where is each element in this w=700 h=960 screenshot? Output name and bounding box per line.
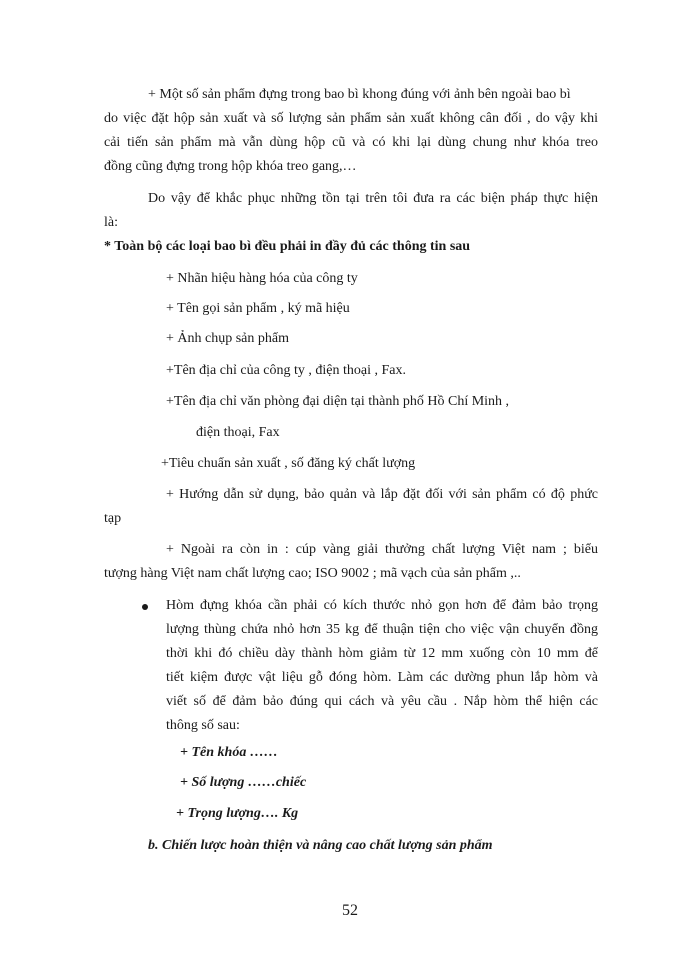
- item-office-address: +Tên địa chỉ văn phòng đại diện tại thành phố Hồ Chí Minh ,: [166, 394, 510, 409]
- item-company-address: +Tên địa chỉ của công ty , điện thoại , Fax.: [166, 363, 406, 378]
- spec-lock-name: + Tên khóa ……: [180, 745, 278, 760]
- packaging-info-heading: * Toàn bộ các loại bao bì đều phải in đầy đủ các thông tin sau: [104, 239, 471, 254]
- bullet-marker: [142, 604, 148, 610]
- item-product-name: + Tên gọi sản phẩm , ký mã hiệu: [166, 301, 350, 316]
- bullet-para-line-4: tiết kiệm được vật liệu gỗ đóng hòm. Làm các dường phun lắp hòm và: [166, 670, 598, 685]
- para2-line-1: Do vậy để khắc phục những tồn tại trên tôi đưa ra các biện pháp thực hiện: [148, 191, 598, 206]
- para1-line-2: do việc đặt hộp sản xuất và số lượng sản phẩm sản xuất không cân đối , do vậy khi: [104, 111, 598, 126]
- para1-line-1: + Một số sản phẩm đựng trong bao bì khong đúng với ảnh bên ngoài bao bì: [148, 87, 571, 102]
- spec-quantity: + Số lượng ……chiếc: [180, 775, 307, 790]
- item-brand: + Nhãn hiệu hàng hóa của công ty: [166, 271, 358, 286]
- bullet-para-line-2: lượng thùng chứa nhỏ hơn 35 kg để thuận tiện cho việc vận chuyển đồng: [166, 622, 598, 637]
- bullet-para-line-1: Hòm đựng khóa cần phải có kích thước nhỏ gọn hơn để đảm bảo trọng: [166, 598, 598, 613]
- para1-line-4: đồng cũng đựng trong hộp khóa treo gang,…: [104, 159, 357, 174]
- para2-line-2: là:: [104, 215, 118, 230]
- para1-line-3: cải tiến sản phẩm mà vẫn dùng hộp cũ và có khi lại dùng chung như khóa treo: [104, 135, 598, 150]
- item-instructions-line-2: tạp: [104, 511, 122, 526]
- item-other-line-1: + Ngoài ra còn in : cúp vàng giải thưởng chất lượng Việt nam ; biểu: [166, 542, 598, 557]
- item-instructions-line-1: + Hướng dẫn sử dụng, bảo quản và lắp đặt đối với sản phẩm có độ phức: [166, 487, 598, 502]
- item-standard: +Tiêu chuẩn sản xuất , số đăng ký chất lượng: [161, 456, 416, 471]
- section-b-heading: b. Chiến lược hoàn thiện và nâng cao chất lượng sản phẩm: [148, 838, 493, 853]
- item-office-phone: điện thoại, Fax: [196, 425, 280, 440]
- item-other-line-2: tượng hàng Việt nam chất lượng cao; ISO 9002 ; mã vạch của sản phẩm ,..: [104, 566, 521, 581]
- bullet-para-line-6: thông số sau:: [166, 718, 240, 733]
- bullet-para-line-3: thời khi đó chiều dày thành hòm giảm từ 12 mm xuống còn 10 mm để: [166, 646, 598, 661]
- item-photo: + Ảnh chụp sản phẩm: [166, 331, 289, 346]
- page-number: 52: [342, 902, 358, 919]
- spec-weight: + Trọng lượng…. Kg: [176, 806, 299, 821]
- bullet-para-line-5: viết số để đảm bảo đúng qui cách và yêu cầu . Nắp hòm thể hiện các: [166, 694, 598, 709]
